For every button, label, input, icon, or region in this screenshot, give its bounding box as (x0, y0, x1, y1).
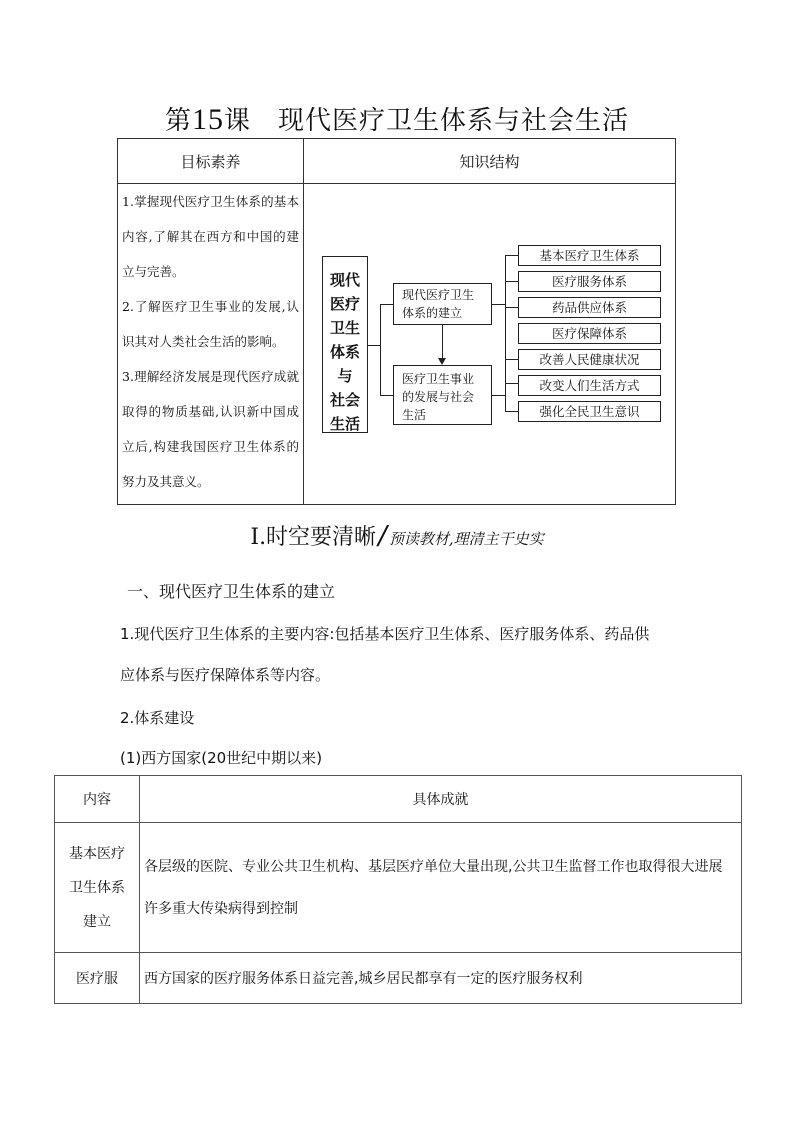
leaf-medical-security: 医疗保障体系 (518, 323, 661, 344)
section-title: Ⅰ.时空要清晰 (250, 525, 377, 550)
table-row (55, 953, 742, 1004)
leaf-medical-service: 医疗服务体系 (518, 271, 661, 292)
connector (505, 411, 518, 412)
table-row (55, 823, 742, 953)
connector (380, 395, 393, 396)
paragraph-system-building: 2.体系建设 (120, 709, 195, 727)
paragraph-western-countries: (1)西方国家(20世纪中期以来) (120, 749, 323, 767)
connector (505, 307, 518, 308)
label-line: 建立 (83, 913, 111, 930)
label-line: 卫生体系 (69, 879, 125, 896)
connector (492, 304, 505, 305)
paragraph-main-content-cont: 应体系与医疗保障体系等内容。 (120, 666, 331, 684)
connector (505, 359, 506, 412)
main-line: 生活 (329, 415, 360, 433)
header-content: 内容 (55, 776, 140, 823)
row-label (55, 823, 140, 953)
connector (492, 395, 505, 396)
main-line: 社会 (329, 391, 360, 409)
content-line: 各层级的医院、专业公共卫生机构、基层医疗单位大量出现,公共卫生监督工作也取得很大进展 (144, 858, 723, 875)
connector (505, 281, 518, 282)
main-line: 卫生 (329, 319, 360, 337)
leaf-health-awareness: 强化全民卫生意识 (518, 401, 661, 422)
lesson-number: 15 (192, 103, 224, 136)
connector (505, 255, 518, 256)
connector (505, 359, 518, 360)
content-line: 许多重大传染病得到控制 (144, 900, 298, 917)
section-heading (0, 520, 794, 551)
main-line: 医疗 (329, 295, 360, 313)
row-label: 医疗服 (55, 953, 140, 1004)
knowledge-structure-diagram (304, 184, 675, 504)
leaf-improve-health: 改善人民健康状况 (518, 349, 661, 370)
leaf-basic-health: 基本医疗卫生体系 (518, 245, 661, 266)
title-text: 课 现代医疗卫生体系与社会生活 (224, 106, 630, 136)
subheading-establishment: 一、现代医疗卫生体系的建立 (127, 582, 336, 601)
label-line: 基本医疗 (69, 845, 125, 862)
main-line: 与 (337, 367, 353, 385)
goal-3: 3.理解经济发展是现代医疗成就取得的物质基础,认识新中国成立后,构建我国医疗卫生体系的努力及其意义。 (122, 369, 299, 489)
goals-cell (118, 184, 304, 505)
leaf-change-lifestyle: 改变人们生活方式 (518, 375, 661, 396)
branch-establishment-box: 现代医疗卫生体系的建立 (393, 283, 492, 325)
leaf-drug-supply: 药品供应体系 (518, 297, 661, 318)
structure-cell (304, 184, 676, 505)
paragraph-main-content: 1.现代医疗卫生体系的主要内容:包括基本医疗卫生体系、医疗服务体系、药品供 (120, 625, 650, 643)
goals-header: 目标素养 (118, 139, 304, 184)
goal-2: 2.了解医疗卫生事业的发展,认识其对人类社会生活的影响。 (122, 299, 299, 349)
arrow-head-icon (438, 358, 446, 365)
row-content: 西方国家的医疗服务体系日益完善,城乡居民都享有一定的医疗服务权利 (140, 953, 742, 1004)
main-topic-box (322, 256, 368, 433)
title-prefix: 第 (164, 106, 192, 136)
goal-1: 1.掌握现代医疗卫生体系的基本内容,了解其在西方和中国的建立与完善。 (122, 194, 299, 279)
structure-header: 知识结构 (304, 139, 676, 184)
lesson-title (0, 100, 794, 137)
connector (380, 304, 381, 396)
main-line: 现代 (329, 271, 360, 289)
slash-divider: / (378, 521, 387, 551)
row-content (140, 823, 742, 953)
connector (368, 345, 380, 346)
branch-development-box: 医疗卫生事业的发展与社会生活 (393, 365, 492, 425)
main-line: 体系 (329, 343, 360, 361)
connector (380, 304, 393, 305)
goals-structure-table (117, 138, 676, 505)
western-achievements-table (54, 775, 742, 1004)
section-subtitle: 预读教材,理清主干史实 (388, 530, 544, 548)
header-achievements: 具体成就 (140, 776, 742, 823)
arrow-line (442, 325, 443, 359)
connector (505, 383, 518, 384)
